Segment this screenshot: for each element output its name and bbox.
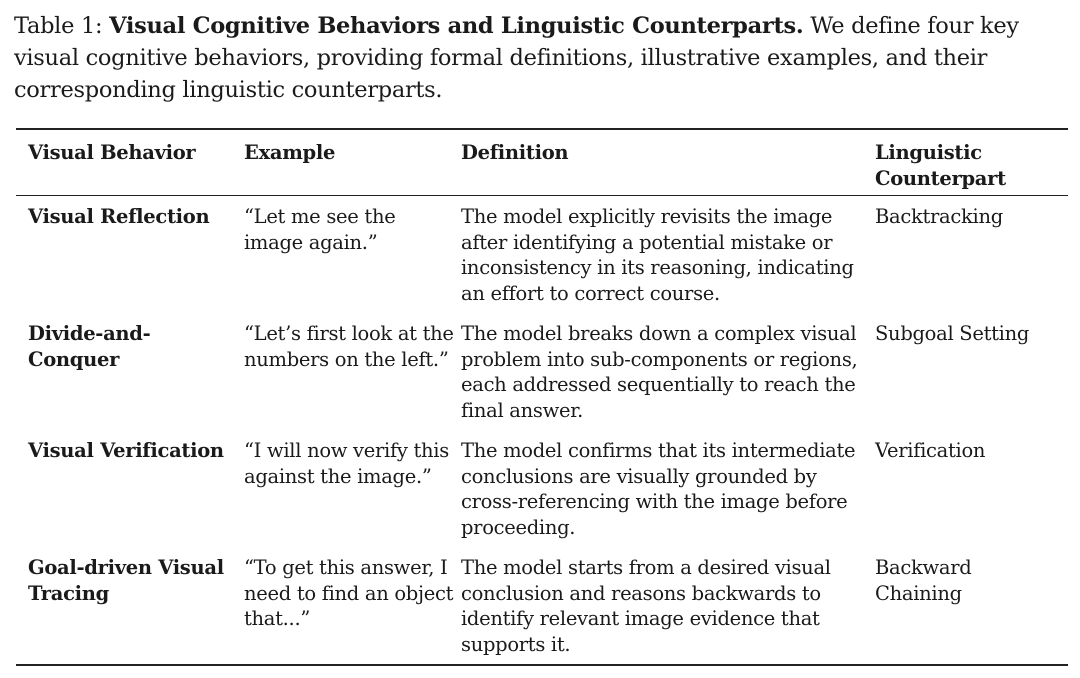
table-caption [14,10,1076,106]
row-3-example: “I will now verify this against the image.” [244,439,449,488]
header-definition: Definition [461,141,569,164]
row-1-counterpart: Backtracking [875,205,1003,228]
row-2-definition: The model breaks down a complex visual problem into sub-components or regions, each addressed sequentially to reach the final answer. [461,322,858,422]
row-2-example: “Let’s first look at the numbers on the left.” [244,322,454,371]
row-4-example: “To get this answer, I need to find an object that...” [244,556,454,630]
row-3-definition: The model confirms that its intermediate conclusions are visually grounded by cross-referencing with the image before proceeding. [461,439,856,539]
header-rule [16,195,1068,196]
bottom-rule [16,664,1068,666]
caption-label: Table 1: [14,13,103,39]
row-2-behavior: Divide-and-Conquer [28,322,151,371]
row-1-definition: The model explicitly revisits the image after identifying a potential mistake or inconsistency in its reasoning, indicating an effort to correct course. [461,205,854,305]
caption-text: We define four key visual cognitive behaviors, providing formal definitions, illustrative examples, and their corresponding linguistic counterparts. [14,13,1019,103]
header-linguistic-counterpart: Linguistic Counterpart [875,141,1006,190]
header-visual-behavior: Visual Behavior [28,141,196,164]
row-2-counterpart: Subgoal Setting [875,322,1030,345]
header-example: Example [244,141,336,164]
row-3-counterpart: Verification [875,439,986,462]
row-1-behavior: Visual Reflection [28,205,210,228]
row-3-behavior: Visual Verification [28,439,224,462]
row-4-definition: The model starts from a desired visual conclusion and reasons backwards to identify relevant image evidence that supports it. [461,556,831,656]
top-rule [16,128,1068,130]
row-1-example: “Let me see the image again.” [244,205,396,254]
row-4-behavior: Goal-driven Visual Tracing [28,556,224,605]
behaviors-table [16,128,1068,666]
row-4-counterpart: Backward Chaining [875,556,972,605]
caption-title: Visual Cognitive Behaviors and Linguistic Counterparts. [109,13,804,39]
